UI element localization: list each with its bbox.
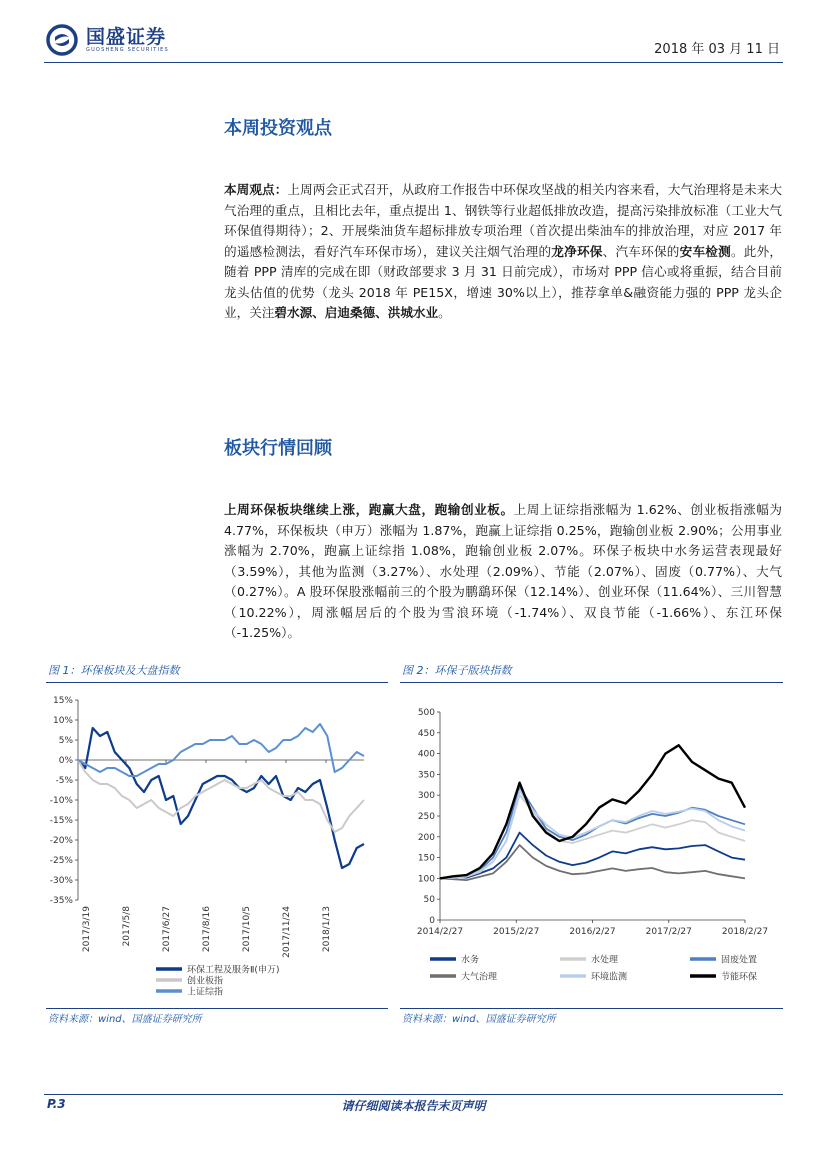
review-body: 上周上证综指涨幅为 1.62%、创业板指涨幅为 4.77%，环保板块（申万）涨幅为 1.87%，跑赢上证综指 0.25%，跑输创业板 2.90%；公用事业涨幅为 2.70%，跑赢上证综指 1.08%，跑输创业板 2.07%。环保子板块中水务运营表现最好（3.59%），其他为监测（3.27%）、水处理（2.09%）、节能（2.07%）、固废（0.77%）、大气（0.27%）。A 股环保股涨幅前三的个股为鹏鷂环保（12.14%）、创业环保（11.64%）、三川智慧（10.22%），周涨幅居后的个股为雪浪环境（-1.74%）、双良节能（-1.66%）、东江环保（-1.25%）。	[224, 502, 783, 640]
company-logo	[46, 24, 169, 56]
figure1-caption-bar	[46, 660, 388, 683]
series-line-6	[440, 745, 745, 878]
footer-disclaimer: 请仔细阅读本报告末页声明	[341, 1099, 486, 1113]
review-lead: 上周环保板块继续上涨，跑赢大盘，跑输创业板。	[224, 502, 514, 517]
legend-label: 固废处置	[721, 955, 758, 966]
y-tick-label: -5%	[55, 776, 73, 786]
figure1-source: 资料来源：wind、国盛证券研究所	[48, 1014, 202, 1025]
legend-label: 大气治理	[461, 972, 498, 983]
legend-label: 水处理	[591, 955, 619, 966]
x-tick-label: 2017/5/8	[122, 906, 132, 947]
chart-env-subsectors	[400, 684, 783, 1006]
figure1-source-divider	[46, 1008, 388, 1009]
x-tick-label: 2017/10/5	[242, 906, 252, 953]
footer-divider	[44, 1094, 783, 1095]
y-tick-label: 350	[417, 770, 435, 781]
x-tick-label: 2014/2/27	[416, 927, 464, 937]
legend-label: 上证综指	[187, 987, 224, 998]
y-tick-label: 0	[429, 916, 435, 926]
legend-label: 创业板指	[187, 976, 224, 987]
y-tick-label: 250	[417, 812, 435, 822]
logo-text: 国盛证券	[86, 26, 167, 48]
view-text-4: 。	[438, 305, 451, 320]
x-tick-label: 2018/2/27	[721, 927, 769, 937]
view-text-1: 上周两会正式召开，从政府工作报告中环保攻坚战的相关内容来看，大气治理将是未来大气治理的重点，且相比去年，重点提出 1、钢铁等行业超低排放改造，提高污染排放标准（工业大气环保值得期待）；2、开展柴油货车超标排放专项治理（首次提出柴油车的排放治理，对应 2017 年的遥感检测法，看好汽车环保市场），建议关注烟气治理的	[224, 182, 783, 259]
y-tick-label: -30%	[49, 876, 73, 886]
y-tick-label: -15%	[49, 816, 73, 826]
investment-view-paragraph	[224, 180, 782, 324]
figure2-source: 资料来源：wind、国盛证券研究所	[402, 1014, 556, 1025]
figure2-source-divider	[400, 1008, 783, 1009]
chart-env-vs-market	[46, 684, 388, 1006]
y-tick-label: 500	[417, 708, 435, 718]
lead-label: 本周观点：	[224, 182, 288, 197]
y-tick-label: 5%	[58, 736, 73, 746]
logo-icon	[46, 24, 78, 56]
y-tick-label: 0%	[58, 756, 73, 766]
x-tick-label: 2018/1/13	[322, 906, 332, 953]
x-tick-label: 2016/2/27	[569, 927, 616, 937]
x-tick-label: 2017/8/16	[202, 906, 212, 953]
x-tick-label: 2017/11/24	[282, 906, 292, 958]
y-tick-label: 300	[417, 791, 435, 802]
y-tick-label: 15%	[52, 696, 73, 706]
header-divider	[44, 62, 783, 63]
figure2-caption-bar	[400, 660, 783, 683]
section-title-investment-view: 本周投资观点	[224, 118, 332, 139]
y-tick-label: 150	[417, 853, 435, 864]
y-tick-label: 50	[423, 895, 435, 906]
series-line-3	[440, 787, 745, 879]
legend-label: 节能环保	[721, 972, 758, 983]
y-tick-label: -35%	[49, 896, 73, 906]
stock-highlight-3: 碧水源、启迪桑德、洪城水业	[274, 305, 439, 320]
section-title-market-review: 板块行情回顾	[224, 438, 332, 459]
figure2-caption: 图 2：环保子版块指数	[402, 664, 512, 677]
legend-label: 环境监测	[591, 972, 628, 983]
report-date: 2018 年 03 月 11 日	[654, 42, 780, 57]
y-tick-label: -25%	[49, 856, 73, 866]
x-tick-label: 2017/2/27	[645, 927, 692, 937]
series-line-3	[78, 724, 364, 776]
view-text-3: 。此外，随着 PPP 清库的完成在即（财政部要求 3 月 31 日前完成），市场对 PPP 信心或将重振，结合目前龙头估值的优势（龙头 2018 年 PE15X，增速 30%以上），推荐拿单&融资能力强的 PPP 龙头企业，关注	[224, 243, 783, 320]
y-tick-label: 450	[417, 728, 435, 739]
stock-highlight-1: 龙净环保	[551, 243, 603, 259]
y-tick-label: -10%	[49, 796, 73, 806]
page-number: P.3	[47, 1097, 66, 1111]
x-tick-label: 2017/6/27	[162, 906, 172, 953]
legend-label: 水务	[461, 955, 480, 966]
legend-label: 环保工程及服务Ⅱ(申万)	[187, 965, 280, 976]
y-tick-label: 400	[417, 749, 435, 760]
logo-subtext: GUOSHENG SECURITIES	[86, 47, 169, 53]
view-text-2: 、汽车环保的	[602, 243, 680, 259]
figure1-caption: 图 1：环保板块及大盘指数	[48, 664, 180, 677]
series-line-1	[78, 728, 364, 868]
x-tick-label: 2015/2/27	[493, 927, 540, 937]
y-tick-label: -20%	[49, 836, 73, 846]
x-tick-label: 2017/3/19	[82, 906, 92, 953]
y-tick-label: 100	[417, 874, 435, 885]
y-tick-label: 200	[417, 832, 435, 843]
y-tick-label: 10%	[52, 716, 73, 726]
market-review-paragraph	[224, 500, 782, 644]
stock-highlight-2: 安车检测	[679, 243, 731, 259]
